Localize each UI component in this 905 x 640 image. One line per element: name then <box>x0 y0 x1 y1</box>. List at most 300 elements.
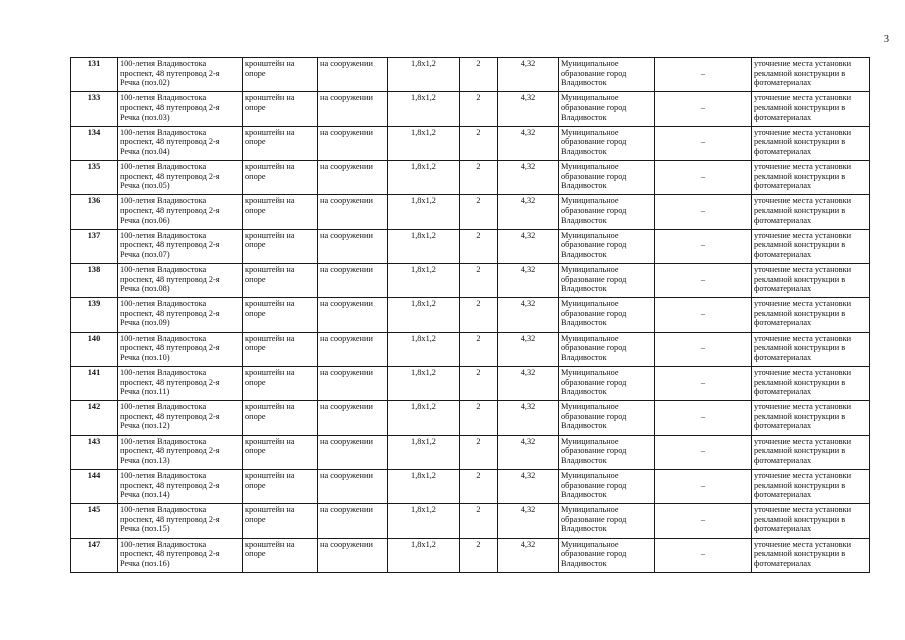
row-note1: уточнение места установки <box>754 470 852 480</box>
row-addr1: 100-летия Владивостока <box>120 59 207 68</box>
row-note2: рекламной конструкции в <box>754 68 846 78</box>
mount-type-cell <box>243 401 318 435</box>
table-row <box>71 469 870 503</box>
row-own3: Владивосток <box>561 352 607 362</box>
size-cell <box>388 366 460 400</box>
row-place: на сооружении <box>320 196 373 206</box>
row-dash: – <box>700 343 706 353</box>
row-num: 145 <box>87 505 101 515</box>
placement-cell <box>318 229 388 263</box>
area-cell <box>498 366 559 400</box>
placement-cell <box>318 469 388 503</box>
row-own1: Муниципальное <box>561 367 619 377</box>
row-sides: 2 <box>476 93 481 103</box>
row-sides: 2 <box>476 196 481 206</box>
sides-cell <box>460 126 498 160</box>
placement-cell <box>318 58 388 92</box>
owner-cell <box>559 538 655 572</box>
address-cell <box>118 332 243 366</box>
dash-cell <box>655 160 752 194</box>
area-cell <box>498 298 559 332</box>
row-dash: – <box>700 137 706 147</box>
row-size: 1,8x1,2 <box>411 470 436 480</box>
note-cell <box>752 366 870 400</box>
row-size: 1,8x1,2 <box>411 127 436 137</box>
sides-cell <box>460 58 498 92</box>
mount-type-cell <box>243 58 318 92</box>
row-note2: рекламной конструкции в <box>754 343 846 353</box>
row-addr3: Речка (поз.06) <box>120 215 170 225</box>
row-area: 4,32 <box>520 161 536 171</box>
row-own1: Муниципальное <box>561 436 619 446</box>
row-area: 4,32 <box>520 470 536 480</box>
dash-cell <box>655 298 752 332</box>
dash-cell <box>655 263 752 297</box>
row-note2: рекламной конструкции в <box>754 549 846 559</box>
placement-cell <box>318 504 388 538</box>
row-own3: Владивосток <box>561 490 607 500</box>
table-row <box>71 435 870 469</box>
row-dash: – <box>700 102 706 112</box>
row-note2: рекламной конструкции в <box>754 240 846 250</box>
size-cell <box>388 401 460 435</box>
owner-cell <box>559 195 655 229</box>
sides-cell <box>460 332 498 366</box>
table-row <box>71 126 870 160</box>
row-own1: Муниципальное <box>561 333 619 343</box>
size-cell <box>388 538 460 572</box>
row-mount2: опоре <box>245 68 266 78</box>
row-sides: 2 <box>476 367 481 377</box>
address-cell <box>118 263 243 297</box>
row-num: 136 <box>87 196 101 206</box>
row-mount1: кронштейн на <box>245 367 295 377</box>
area-cell <box>498 469 559 503</box>
area-cell <box>498 229 559 263</box>
mount-type-cell <box>243 126 318 160</box>
row-mount1: кронштейн на <box>245 264 295 274</box>
area-cell <box>498 504 559 538</box>
row-addr3: Речка (поз.04) <box>120 146 170 156</box>
size-cell <box>388 469 460 503</box>
row-own2: образование город <box>561 343 627 353</box>
mount-type-cell <box>243 332 318 366</box>
mount-type-cell <box>243 435 318 469</box>
row-own2: образование город <box>561 446 627 456</box>
row-place: на сооружении <box>320 333 373 343</box>
row-number <box>71 469 118 503</box>
placement-cell <box>318 160 388 194</box>
dash-cell <box>655 229 752 263</box>
mount-type-cell <box>243 229 318 263</box>
note-cell <box>752 126 870 160</box>
row-mount2: опоре <box>245 171 266 181</box>
row-note1: уточнение места установки <box>754 196 852 206</box>
row-sides: 2 <box>476 539 481 549</box>
owner-cell <box>559 263 655 297</box>
row-number <box>71 263 118 297</box>
row-note1: уточнение места установки <box>754 264 852 274</box>
size-cell <box>388 332 460 366</box>
owner-cell <box>559 298 655 332</box>
area-cell <box>498 126 559 160</box>
row-size: 1,8x1,2 <box>411 161 436 171</box>
row-mount2: опоре <box>245 137 266 147</box>
sides-cell <box>460 229 498 263</box>
row-place: на сооружении <box>320 230 373 240</box>
placement-cell <box>318 263 388 297</box>
owner-cell <box>559 160 655 194</box>
row-size: 1,8x1,2 <box>411 402 436 412</box>
row-number <box>71 504 118 538</box>
row-num: 147 <box>87 539 101 549</box>
row-number <box>71 92 118 126</box>
dash-cell <box>655 401 752 435</box>
row-size: 1,8x1,2 <box>411 436 436 446</box>
size-cell <box>388 92 460 126</box>
row-addr1: 100-летия Владивостока <box>120 402 207 412</box>
address-cell <box>118 298 243 332</box>
owner-cell <box>559 92 655 126</box>
row-addr1: 100-летия Владивостока <box>120 505 207 515</box>
row-note1: уточнение места установки <box>754 539 852 549</box>
placement-cell <box>318 195 388 229</box>
row-note3: фотоматериалах <box>754 249 812 259</box>
note-cell <box>752 538 870 572</box>
row-note2: рекламной конструкции в <box>754 274 846 284</box>
row-own2: образование город <box>561 411 627 421</box>
row-own3: Владивосток <box>561 146 607 156</box>
row-own3: Владивосток <box>561 181 607 191</box>
row-note1: уточнение места установки <box>754 93 852 103</box>
area-cell <box>498 92 559 126</box>
size-cell <box>388 504 460 538</box>
row-mount1: кронштейн на <box>245 196 295 206</box>
row-own1: Муниципальное <box>561 505 619 515</box>
owner-cell <box>559 435 655 469</box>
row-note1: уточнение места установки <box>754 402 852 412</box>
advertising-structures-table <box>70 57 870 573</box>
row-place: на сооружении <box>320 59 373 68</box>
area-cell <box>498 538 559 572</box>
row-addr3: Речка (поз.15) <box>120 524 170 534</box>
note-cell <box>752 298 870 332</box>
size-cell <box>388 126 460 160</box>
note-cell <box>752 229 870 263</box>
placement-cell <box>318 435 388 469</box>
area-cell <box>498 195 559 229</box>
note-cell <box>752 92 870 126</box>
row-addr2: проспект, 48 путепровод 2-я <box>120 480 220 490</box>
note-cell <box>752 435 870 469</box>
row-mount1: кронштейн на <box>245 127 295 137</box>
row-mount2: опоре <box>245 102 266 112</box>
row-mount1: кронштейн на <box>245 505 295 515</box>
row-size: 1,8x1,2 <box>411 230 436 240</box>
row-number <box>71 126 118 160</box>
placement-cell <box>318 332 388 366</box>
row-note3: фотоматериалах <box>754 558 812 568</box>
placement-cell <box>318 366 388 400</box>
row-mount2: опоре <box>245 205 266 215</box>
table-row <box>71 538 870 572</box>
area-cell <box>498 160 559 194</box>
owner-cell <box>559 401 655 435</box>
row-dash: – <box>700 549 706 559</box>
row-dash: – <box>700 446 706 456</box>
size-cell <box>388 160 460 194</box>
row-own1: Муниципальное <box>561 93 619 103</box>
row-note3: фотоматериалах <box>754 524 812 534</box>
size-cell <box>388 195 460 229</box>
row-addr3: Речка (поз.02) <box>120 78 170 88</box>
owner-cell <box>559 366 655 400</box>
row-dash: – <box>700 411 706 421</box>
dash-cell <box>655 538 752 572</box>
row-area: 4,32 <box>520 367 536 377</box>
row-mount1: кронштейн на <box>245 539 295 549</box>
row-addr1: 100-летия Владивостока <box>120 93 207 103</box>
row-addr2: проспект, 48 путепровод 2-я <box>120 549 220 559</box>
sides-cell <box>460 504 498 538</box>
sides-cell <box>460 195 498 229</box>
row-mount2: опоре <box>245 411 266 421</box>
row-area: 4,32 <box>520 402 536 412</box>
note-cell <box>752 332 870 366</box>
dash-cell <box>655 469 752 503</box>
dash-cell <box>655 504 752 538</box>
dash-cell <box>655 58 752 92</box>
table-body <box>71 58 870 573</box>
table-row <box>71 229 870 263</box>
row-addr2: проспект, 48 путепровод 2-я <box>120 68 220 78</box>
row-addr3: Речка (поз.13) <box>120 455 170 465</box>
mount-type-cell <box>243 92 318 126</box>
mount-type-cell <box>243 366 318 400</box>
row-number <box>71 58 118 92</box>
row-place: на сооружении <box>320 161 373 171</box>
row-sides: 2 <box>476 333 481 343</box>
row-own2: образование город <box>561 205 627 215</box>
row-own1: Муниципальное <box>561 264 619 274</box>
row-addr2: проспект, 48 путепровод 2-я <box>120 446 220 456</box>
table-row <box>71 263 870 297</box>
row-sides: 2 <box>476 299 481 309</box>
row-mount1: кронштейн на <box>245 299 295 309</box>
placement-cell <box>318 401 388 435</box>
placement-cell <box>318 538 388 572</box>
row-num: 144 <box>87 470 101 480</box>
row-place: на сооружении <box>320 539 373 549</box>
row-own1: Муниципальное <box>561 196 619 206</box>
row-own3: Владивосток <box>561 558 607 568</box>
row-mount2: опоре <box>245 308 266 318</box>
row-note3: фотоматериалах <box>754 387 812 397</box>
page-number: 3 <box>884 34 889 45</box>
row-own2: образование город <box>561 377 627 387</box>
row-mount2: опоре <box>245 480 266 490</box>
row-own3: Владивосток <box>561 318 607 328</box>
owner-cell <box>559 229 655 263</box>
row-mount1: кронштейн на <box>245 59 295 68</box>
row-own3: Владивосток <box>561 524 607 534</box>
row-note3: фотоматериалах <box>754 284 812 294</box>
note-cell <box>752 195 870 229</box>
row-mount2: опоре <box>245 446 266 456</box>
row-addr3: Речка (поз.05) <box>120 181 170 191</box>
row-place: на сооружении <box>320 93 373 103</box>
address-cell <box>118 366 243 400</box>
row-addr2: проспект, 48 путепровод 2-я <box>120 343 220 353</box>
row-note2: рекламной конструкции в <box>754 137 846 147</box>
row-mount2: опоре <box>245 240 266 250</box>
row-note1: уточнение места установки <box>754 127 852 137</box>
mount-type-cell <box>243 504 318 538</box>
note-cell <box>752 469 870 503</box>
note-cell <box>752 160 870 194</box>
row-own2: образование город <box>561 480 627 490</box>
sides-cell <box>460 538 498 572</box>
row-addr2: проспект, 48 путепровод 2-я <box>120 137 220 147</box>
row-note1: уточнение места установки <box>754 505 852 515</box>
row-addr1: 100-летия Владивостока <box>120 539 207 549</box>
row-note1: уточнение места установки <box>754 161 852 171</box>
row-own1: Муниципальное <box>561 470 619 480</box>
row-addr2: проспект, 48 путепровод 2-я <box>120 205 220 215</box>
row-mount1: кронштейн на <box>245 470 295 480</box>
row-dash: – <box>700 171 706 181</box>
row-mount1: кронштейн на <box>245 93 295 103</box>
row-place: на сооружении <box>320 470 373 480</box>
row-num: 135 <box>87 161 101 171</box>
row-number <box>71 298 118 332</box>
sides-cell <box>460 435 498 469</box>
row-size: 1,8x1,2 <box>411 196 436 206</box>
row-own2: образование город <box>561 308 627 318</box>
table-row <box>71 58 870 92</box>
row-note2: рекламной конструкции в <box>754 514 846 524</box>
row-place: на сооружении <box>320 264 373 274</box>
row-number <box>71 401 118 435</box>
address-cell <box>118 160 243 194</box>
row-addr1: 100-летия Владивостока <box>120 333 207 343</box>
row-note3: фотоматериалах <box>754 421 812 431</box>
row-addr3: Речка (поз.03) <box>120 112 170 122</box>
row-area: 4,32 <box>520 333 536 343</box>
row-addr1: 100-летия Владивостока <box>120 161 207 171</box>
row-dash: – <box>700 274 706 284</box>
row-own1: Муниципальное <box>561 539 619 549</box>
row-own3: Владивосток <box>561 284 607 294</box>
sides-cell <box>460 263 498 297</box>
note-cell <box>752 401 870 435</box>
owner-cell <box>559 332 655 366</box>
row-number <box>71 195 118 229</box>
row-own2: образование город <box>561 514 627 524</box>
placement-cell <box>318 298 388 332</box>
row-addr1: 100-летия Владивостока <box>120 230 207 240</box>
row-area: 4,32 <box>520 539 536 549</box>
row-addr1: 100-летия Владивостока <box>120 367 207 377</box>
row-dash: – <box>700 68 706 78</box>
area-cell <box>498 332 559 366</box>
row-mount2: опоре <box>245 377 266 387</box>
row-num: 131 <box>87 59 101 68</box>
row-mount2: опоре <box>245 274 266 284</box>
row-number <box>71 538 118 572</box>
row-size: 1,8x1,2 <box>411 299 436 309</box>
row-addr2: проспект, 48 путепровод 2-я <box>120 308 220 318</box>
row-addr2: проспект, 48 путепровод 2-я <box>120 240 220 250</box>
row-addr2: проспект, 48 путепровод 2-я <box>120 171 220 181</box>
row-area: 4,32 <box>520 230 536 240</box>
row-area: 4,32 <box>520 264 536 274</box>
row-number <box>71 332 118 366</box>
row-size: 1,8x1,2 <box>411 264 436 274</box>
table-row <box>71 160 870 194</box>
address-cell <box>118 229 243 263</box>
row-area: 4,32 <box>520 196 536 206</box>
row-addr1: 100-летия Владивостока <box>120 264 207 274</box>
row-area: 4,32 <box>520 436 536 446</box>
size-cell <box>388 229 460 263</box>
row-mount1: кронштейн на <box>245 436 295 446</box>
row-own1: Муниципальное <box>561 59 619 68</box>
row-own2: образование город <box>561 171 627 181</box>
mount-type-cell <box>243 538 318 572</box>
row-addr3: Речка (поз.07) <box>120 249 170 259</box>
row-place: на сооружении <box>320 299 373 309</box>
row-area: 4,32 <box>520 505 536 515</box>
address-cell <box>118 435 243 469</box>
row-note1: уточнение места установки <box>754 436 852 446</box>
table-row <box>71 298 870 332</box>
dash-cell <box>655 92 752 126</box>
row-num: 142 <box>87 402 101 412</box>
row-own1: Муниципальное <box>561 161 619 171</box>
sides-cell <box>460 160 498 194</box>
table-row <box>71 92 870 126</box>
owner-cell <box>559 504 655 538</box>
row-addr3: Речка (поз.14) <box>120 490 170 500</box>
row-size: 1,8x1,2 <box>411 367 436 377</box>
owner-cell <box>559 58 655 92</box>
row-area: 4,32 <box>520 59 536 68</box>
row-own2: образование город <box>561 274 627 284</box>
mount-type-cell <box>243 195 318 229</box>
row-num: 140 <box>87 333 101 343</box>
row-place: на сооружении <box>320 505 373 515</box>
address-cell <box>118 92 243 126</box>
dash-cell <box>655 435 752 469</box>
mount-type-cell <box>243 263 318 297</box>
row-sides: 2 <box>476 436 481 446</box>
row-note3: фотоматериалах <box>754 352 812 362</box>
owner-cell <box>559 469 655 503</box>
row-note3: фотоматериалах <box>754 78 812 88</box>
mount-type-cell <box>243 160 318 194</box>
dash-cell <box>655 126 752 160</box>
row-num: 138 <box>87 264 101 274</box>
table-row <box>71 401 870 435</box>
area-cell <box>498 263 559 297</box>
row-area: 4,32 <box>520 299 536 309</box>
row-area: 4,32 <box>520 93 536 103</box>
row-own3: Владивосток <box>561 78 607 88</box>
row-size: 1,8x1,2 <box>411 539 436 549</box>
row-number <box>71 435 118 469</box>
size-cell <box>388 58 460 92</box>
